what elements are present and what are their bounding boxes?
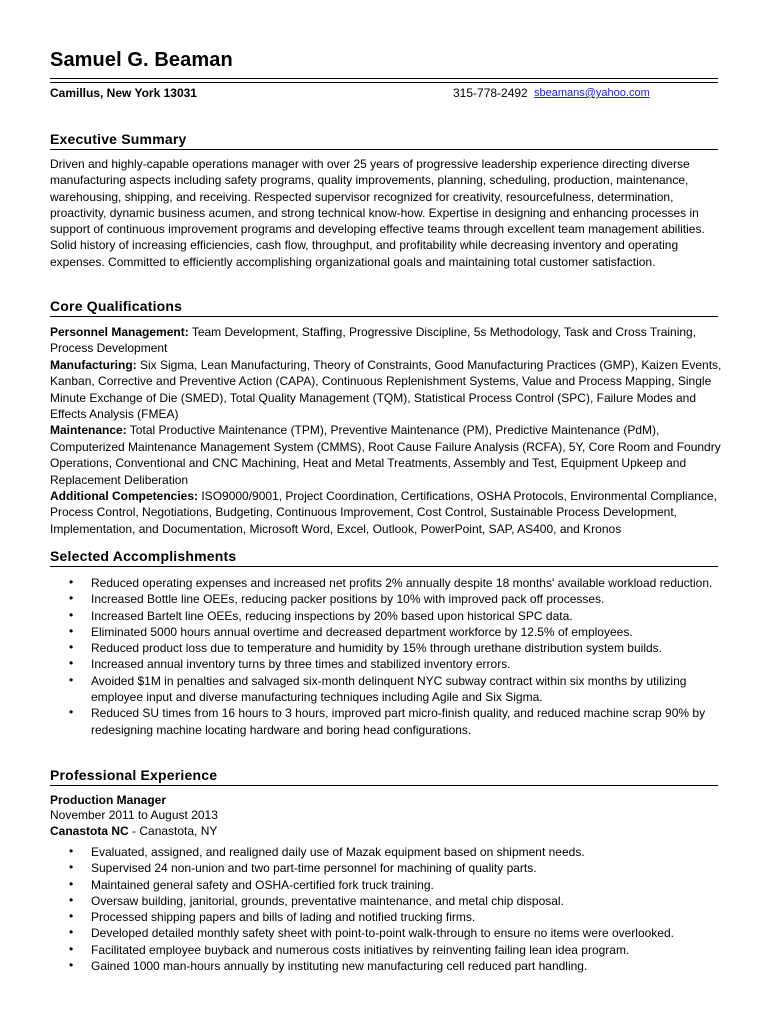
list-item-text: Reduced product loss due to temperature and humidity by 15% through urethane distribution system builds. <box>91 641 662 656</box>
bullet-icon: • <box>69 958 74 973</box>
list-item-text: Eliminated 5000 hours annual overtime and decreased department workforce by 12.5% of employees. <box>91 624 633 639</box>
job-company-line <box>50 824 217 838</box>
qualification-text: Team Development, Staffing, Progressive Discipline, 5s Methodology, Task and Cross Training, Process Development <box>50 325 697 356</box>
bullet-icon: • <box>69 607 74 622</box>
contact-location: Camillus, New York 13031 <box>50 86 197 100</box>
job-location: - Canastota, NY <box>128 824 218 838</box>
job-title: Production Manager <box>50 793 167 807</box>
bullet-icon: • <box>69 860 74 875</box>
list-item <box>50 673 730 706</box>
bullet-icon: • <box>69 575 74 589</box>
bullet-icon: • <box>69 892 74 907</box>
list-item <box>50 909 730 925</box>
list-item-text: Reduced operating expenses and increased net profits 2% annually despite 18 months' available workload reduction. <box>91 576 713 590</box>
section-rule-summary <box>50 149 718 150</box>
experience-bullets <box>50 844 730 974</box>
qualification-text: Total Productive Maintenance (TPM), Preventive Maintenance (PM), Predictive Maintenance (PdM), Computerized Maintenance Management System (CMMS), Root Cause Failure Analysis (RCFA), 5Y, Core Room and Foundry Operations, Conventional and CNC Machining, Heat and Metal Treatments, Assembly and Test, Equipment Upkeep and Replacement Deliberation <box>50 423 721 487</box>
resume-name: Samuel G. Beaman <box>50 49 233 71</box>
qualification-label: Maintenance: <box>50 423 127 438</box>
bullet-icon: • <box>69 909 74 924</box>
list-item <box>50 656 730 672</box>
bullet-icon: • <box>69 656 74 671</box>
list-item-text: Evaluated, assigned, and realigned daily use of Mazak equipment based on shipment needs. <box>91 845 585 859</box>
bullet-icon: • <box>69 623 74 638</box>
header-rule-top <box>50 78 718 79</box>
section-rule-qualifications <box>50 316 718 317</box>
bullet-icon: • <box>69 591 74 606</box>
list-item <box>50 893 730 909</box>
section-title-qualifications: Core Qualifications <box>50 298 183 314</box>
job-company: Canastota NC <box>50 824 129 838</box>
section-title-summary: Executive Summary <box>50 131 187 147</box>
bullet-icon: • <box>69 844 74 858</box>
section-rule-accomplishments <box>50 566 718 567</box>
qualification-label: Personnel Management: <box>50 325 189 339</box>
list-item <box>50 877 730 893</box>
bullet-icon: • <box>69 925 74 940</box>
list-item <box>50 925 730 941</box>
list-item <box>50 575 730 591</box>
list-item-text: Gained 1000 man-hours annually by instituting new manufacturing cell reduced part handling. <box>91 959 588 974</box>
list-item <box>50 705 730 738</box>
bullet-icon: • <box>69 941 74 956</box>
list-item-text: Increased Bottle line OEEs, reducing packer positions by 10% with improved pack off processes. <box>91 592 605 607</box>
list-item-text: Supervised 24 non-union and two part-time personnel for machining of quality parts. <box>91 861 537 876</box>
list-item <box>50 942 730 958</box>
qualification-text: ISO9000/9001, Project Coordination, Certifications, OSHA Protocols, Environmental Compliance, Process Control, Negotiations, Budgeting, Continuous Improvement, Cost Control, Sustainable Process Development, Implementation, and Documentation, Microsoft Word, Excel, Outlook, PowerPoint, SAP, AS400, and Kronos <box>50 489 717 536</box>
bullet-icon: • <box>69 705 74 720</box>
section-rule-experience <box>50 785 718 786</box>
list-item-text: Maintained general safety and OSHA-certified fork truck training. <box>91 877 434 892</box>
qualifications-list <box>50 324 730 537</box>
bullet-icon: • <box>69 672 74 687</box>
list-item-text: Avoided $1M in penalties and salvaged six-month delinquent NYC subway contract within six months by utilizing employee input and diverse manufacturing techniques including Agile and Six Sigma. <box>91 673 687 705</box>
qualification-personnel <box>50 324 730 357</box>
list-item <box>50 591 730 607</box>
bullet-icon: • <box>69 876 74 891</box>
list-item <box>50 608 730 624</box>
list-item-text: Processed shipping papers and bills of lading and notified trucking firms. <box>91 910 476 925</box>
list-item <box>50 844 730 860</box>
list-item-text: Increased Bartelt line OEEs, reducing inspections by 20% based upon historical SPC data. <box>91 608 573 623</box>
section-title-accomplishments: Selected Accomplishments <box>50 548 237 564</box>
header-rule-bottom <box>50 82 718 83</box>
list-item <box>50 958 730 974</box>
bullet-icon: • <box>69 640 74 655</box>
qualification-additional <box>50 488 730 537</box>
contact-email-link[interactable]: sbeamans@yahoo.com <box>534 87 650 99</box>
list-item-text: Facilitated employee buyback and numerous costs initiatives by reinventing failing lean idea program. <box>91 942 630 957</box>
job-dates: November 2011 to August 2013 <box>50 808 218 822</box>
list-item-text: Oversaw building, janitorial, grounds, preventative maintenance, and metal chip disposal. <box>91 893 564 908</box>
list-item-text: Reduced SU times from 16 hours to 3 hours, improved part micro-finish quality, and reduced machine scrap 90% by redesigning machine locating hardware and boring head configurations. <box>91 706 706 737</box>
contact-phone: 315-778-2492 <box>453 86 528 100</box>
qualification-label: Manufacturing: <box>50 357 137 372</box>
summary-paragraph: Driven and highly-capable operations manager with over 25 years of progressive leadership experience directing diverse manufacturing aspects including safety programs, quality improvements, planning, scheduling, production, maintenance, warehousing, shipping, and receiving. Respected supervisor recognized for creativity, resourcefulness, determination, proactivity, dynamic business acumen, and strong technical know-how. Expertise in designing and enhancing processes in support of continuous improvement programs and developing effective teams through excellent team management abilities. Solid history of increasing efficiencies, cash flow, throughput, and profitability while decreasing inventory and operating expenses. Committed to efficiently accomplishing organizational goals and maintaining total customer satisfaction. <box>50 157 705 269</box>
qualification-label: Additional Competencies: <box>50 489 199 504</box>
list-item-text: Developed detailed monthly safety sheet with point-to-point walk-through to ensure no items were overlooked. <box>91 926 674 941</box>
qualification-manufacturing <box>50 357 730 423</box>
qualification-maintenance <box>50 422 730 488</box>
accomplishments-list <box>50 575 730 738</box>
section-title-experience: Professional Experience <box>50 767 218 783</box>
qualification-text: Six Sigma, Lean Manufacturing, Theory of Constraints, Good Manufacturing Practices (GMP), Kaizen Events, Kanban, Corrective and Preventive Action (CAPA), Continuous Replenishment Systems, Value and Process Mapping, Single Minute Exchange of Die (SMED), Total Quality Management (TQM), Statistical Process Control (SPC), Failure Modes and Effects Analysis (FMEA) <box>50 357 722 422</box>
list-item <box>50 640 730 656</box>
list-item <box>50 624 730 640</box>
list-item <box>50 860 730 876</box>
list-item-text: Increased annual inventory turns by three times and stabilized inventory errors. <box>91 657 511 672</box>
